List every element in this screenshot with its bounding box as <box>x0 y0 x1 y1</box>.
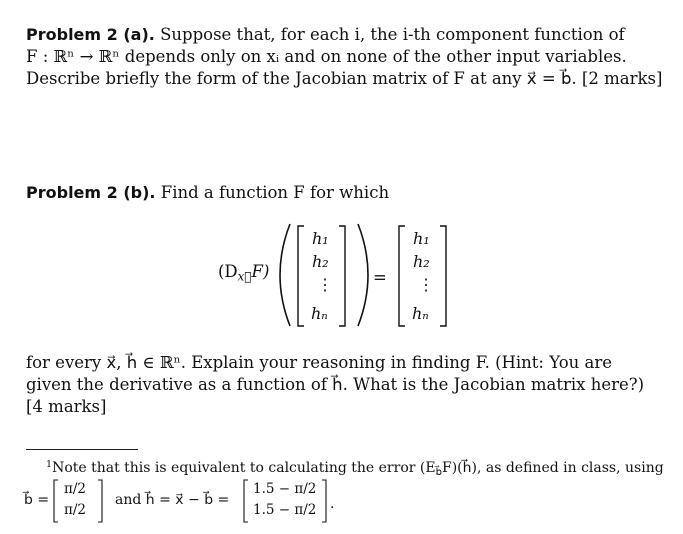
footnote-rule <box>26 449 138 450</box>
footnote-text-end: F)(h⃗), as defined in class, using <box>441 460 664 477</box>
problem-a-marks: [2 marks] <box>581 69 663 88</box>
b-right-bracket <box>98 480 102 522</box>
b-entry-1: π/2 <box>64 481 87 497</box>
equals-sign: = <box>373 268 387 287</box>
problem-b-label: Problem 2 (b). <box>26 183 156 202</box>
footnote-mark: 1 <box>46 459 53 470</box>
inner-right-bracket <box>339 226 345 326</box>
left-paren <box>280 224 290 326</box>
rhs-right-bracket <box>440 226 446 326</box>
rhs-entry-1: h₁ <box>413 229 430 248</box>
operator-subscript: x⃗ <box>237 269 252 284</box>
b-entry-2: π/2 <box>64 502 87 518</box>
problem-a-text-3: Describe briefly the form of the Jacobian matrix of F at any x⃗ = b⃗. <box>26 69 577 88</box>
footnote-text: Note that this is equivalent to calculating the error (E <box>52 460 436 477</box>
b-left-bracket <box>54 480 58 522</box>
footnote-and-text: and h⃗ = x⃗ − b⃗ = <box>115 492 230 508</box>
h-left-bracket <box>244 480 248 522</box>
operator-open: (D <box>218 262 238 281</box>
footnote-b-label: b⃗ = <box>24 492 50 508</box>
problem-b-intro-text: Find a function F for which <box>160 183 390 202</box>
footnote-subscript: b⃗ <box>435 467 442 479</box>
rhs-entry-n: hₙ <box>412 304 429 323</box>
rhs-entry-2: h₂ <box>413 252 430 271</box>
rhs-entry-dots: ⋮ <box>418 275 434 294</box>
lhs-entry-1: h₁ <box>312 229 329 248</box>
lhs-entry-2: h₂ <box>312 252 329 271</box>
problem-a-line-2: F : ℝⁿ → ℝⁿ depends only on xᵢ and on none of the other input variables. <box>26 47 627 66</box>
lhs-entry-dots: ⋮ <box>317 275 333 294</box>
h-entry-2: 1.5 − π/2 <box>253 502 317 518</box>
problem-b-marks: [4 marks] <box>26 397 107 416</box>
footnote-period: . <box>330 496 335 512</box>
problem-b-line-1: for every x⃗, h⃗ ∈ ℝⁿ. Explain your reasoning in finding F. (Hint: You are <box>26 353 612 372</box>
right-paren <box>358 224 368 326</box>
h-right-bracket <box>322 480 326 522</box>
h-entry-1: 1.5 − π/2 <box>253 481 317 497</box>
lhs-entry-n: hₙ <box>311 304 328 323</box>
footnote-line-1 <box>46 459 664 478</box>
inner-left-bracket <box>298 226 304 326</box>
problem-b-line-2: given the derivative as a function of h⃗. What is the Jacobian matrix here?) <box>26 375 645 394</box>
operator-close: F) <box>251 262 270 281</box>
problem-b-body <box>26 352 658 418</box>
problem-a-label: Problem 2 (a). <box>26 25 155 44</box>
rhs-left-bracket <box>399 226 405 326</box>
problem-a-text-1: Suppose that, for each i, the i-th component function of <box>160 25 625 44</box>
